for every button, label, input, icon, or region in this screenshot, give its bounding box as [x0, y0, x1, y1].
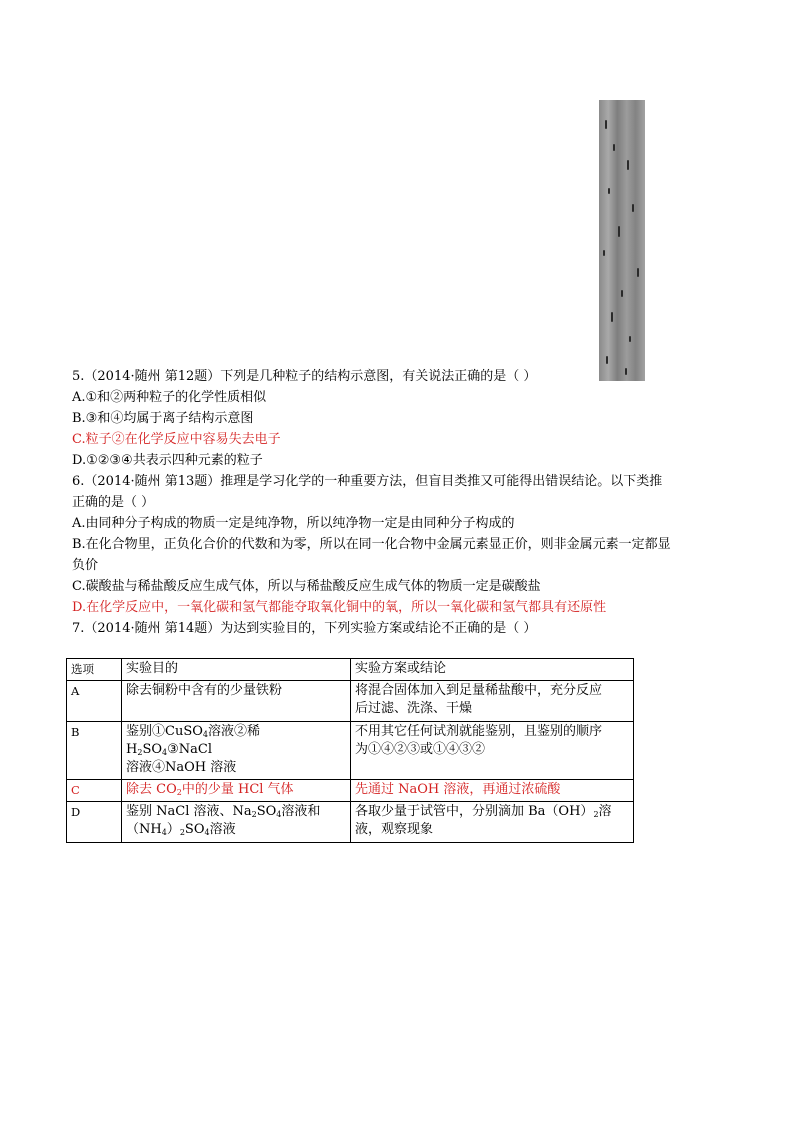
q6-option-d-answer: D.在化学反应中，一氧化碳和氢气都能夺取氧化铜中的氧，所以一氧化碳和氢气都具有还原性: [72, 600, 607, 615]
q7-table: [66, 658, 634, 843]
table-header-row: [67, 659, 634, 681]
row-b-plan: 不用其它任何试剂就能鉴别，且鉴别的顺序 为①④②③或①④③②: [351, 722, 634, 780]
table-row-d: [67, 802, 634, 843]
row-d-goal: 鉴别 NaCl 溶液、$Na_2SO_4$溶液和 $(NH_4)_2SO_4$溶液: [122, 802, 351, 843]
table-row-a: [67, 681, 634, 722]
q5-option-a: A.①和②两种粒子的化学性质相似: [72, 390, 267, 405]
q5-option-d: D.①②③④共表示四种元素的粒子: [72, 453, 263, 468]
row-b-goal: 鉴别①CuSO$_4$溶液②稀 $H_2SO_4③NaCl$ 溶液④NaOH 溶液: [122, 722, 351, 780]
q7-stem: 7.（2014·随州 第14题）为达到实验目的，下列实验方案或结论不正确的是（ ）: [72, 621, 537, 636]
q5-option-b: B.③和④均属于离子结构示意图: [72, 411, 254, 426]
header-plan: 实验方案或结论: [351, 659, 634, 681]
q6-stem-line1: 6.（2014·随州 第13题）推理是学习化学的一种重要方法，但盲目类推又可能得出错误结论。以下类推: [72, 474, 663, 489]
table-row-c-answer: [67, 780, 634, 802]
q6-stem-line2: 正确的是（ ）: [72, 495, 155, 510]
row-d-option: D: [67, 802, 122, 843]
header-goal: 实验目的: [122, 659, 351, 681]
row-c-goal: 除去 $CO_2$中的少量 HCl 气体: [122, 780, 351, 802]
row-a-option: A: [67, 681, 122, 722]
q6-option-b-line1: B.在化合物里，正负化合价的代数和为零，所以在同一化合物中金属元素显正价，则非金属元素一定都显: [72, 537, 671, 552]
particle-structure-image: [599, 100, 645, 381]
q5-stem: 5.（2014·随州 第12题）下列是几种粒子的结构示意图，有关说法正确的是（ ）: [72, 369, 537, 384]
row-b-option: B: [67, 722, 122, 780]
q6-option-a: A.由同种分子构成的物质一定是纯净物，所以纯净物一定是由同种分子构成的: [72, 516, 515, 531]
header-option: 选项: [67, 659, 122, 681]
row-a-goal: 除去铜粉中含有的少量铁粉: [122, 681, 351, 722]
q6-option-c: C.碳酸盐与稀盐酸反应生成气体，所以与稀盐酸反应生成气体的物质一定是碳酸盐: [72, 579, 541, 594]
q6-option-b-line2: 负价: [72, 558, 99, 573]
row-d-plan: 各取少量于试管中，分别滴加 $Ba(OH)_2$溶 液，观察现象: [351, 802, 634, 843]
row-c-plan: 先通过 NaOH 溶液，再通过浓硫酸: [351, 780, 634, 802]
row-c-option: C: [67, 780, 122, 802]
q5-option-c-answer: C.粒子②在化学反应中容易失去电子: [72, 432, 281, 447]
row-a-plan: 将混合固体加入到足量稀盐酸中，充分反应 后过滤、洗涤、干燥: [351, 681, 634, 722]
table-row-b: [67, 722, 634, 780]
